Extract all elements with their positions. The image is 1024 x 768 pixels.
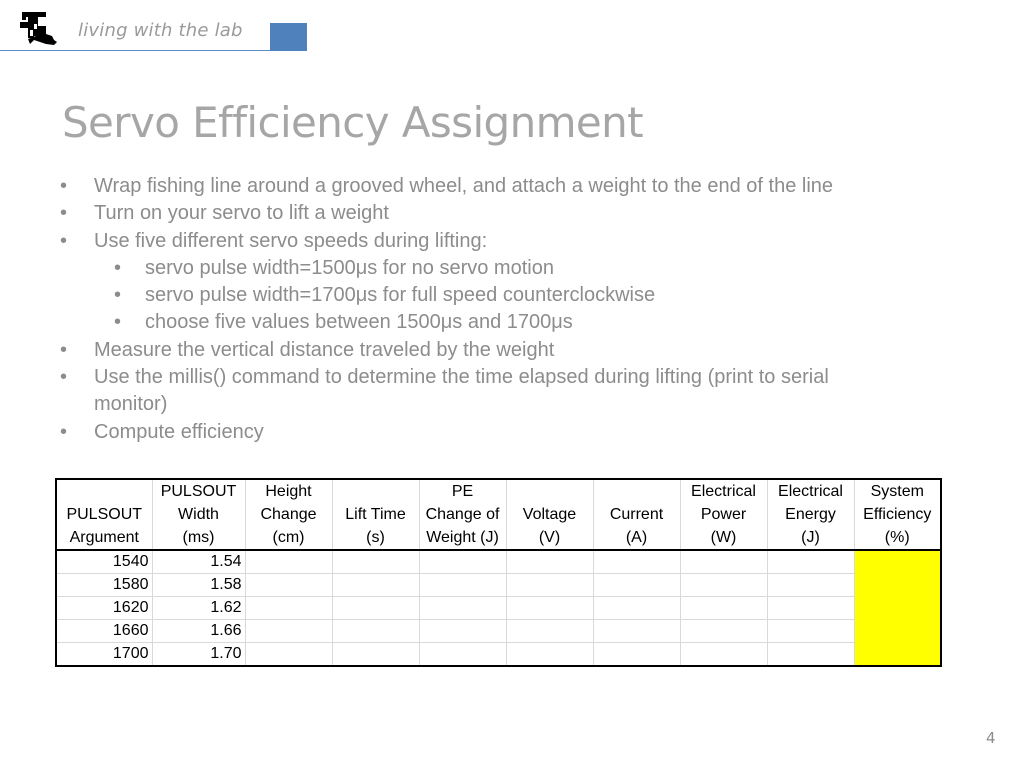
column-header: PULSOUT Width (ms) (152, 479, 245, 550)
table-cell (506, 550, 593, 574)
bullet-text: Measure the vertical distance traveled by the weight (94, 338, 555, 361)
table-cell (593, 643, 680, 667)
slide-title: Servo Efficiency Assignment (62, 98, 644, 147)
table-cell (680, 574, 767, 597)
table-cell (593, 620, 680, 643)
table-cell (767, 574, 854, 597)
efficiency-cell (854, 574, 941, 597)
bullet-item (0, 173, 1024, 200)
bullet-text: Turn on your servo to lift a weight (94, 202, 389, 225)
bullet-text: Use the millis() command to determine the time elapsed during lifting (print to serial (94, 366, 829, 389)
table-cell (419, 550, 506, 574)
bullet-item (0, 200, 1024, 227)
table-cell (419, 643, 506, 667)
table-cell: 1.70 (152, 643, 245, 667)
column-header: Lift Time (s) (332, 479, 419, 550)
table-cell (593, 597, 680, 620)
column-header: PULSOUT Argument (56, 479, 152, 550)
bullet-list (0, 173, 1024, 446)
column-header: Height Change (cm) (245, 479, 332, 550)
column-header: Voltage (V) (506, 479, 593, 550)
table-cell (419, 574, 506, 597)
sub-bullet-item (0, 282, 1024, 309)
table-cell: 1660 (56, 620, 152, 643)
bullet-text: Wrap fishing line around a grooved wheel, and attach a weight to the end of the line (94, 175, 834, 197)
bullet-dot-icon: • (60, 175, 68, 197)
table-cell (506, 574, 593, 597)
table-cell (506, 620, 593, 643)
page-number: 4 (986, 729, 996, 747)
table-cell (245, 620, 332, 643)
table-cell (767, 620, 854, 643)
sub-bullet-item (0, 309, 1024, 336)
table-cell (245, 597, 332, 620)
bullet-dot-icon: • (60, 366, 68, 389)
bullet-dot-icon: • (60, 202, 68, 225)
table-cell: 1700 (56, 643, 152, 667)
table-cell (593, 550, 680, 574)
bullet-text: Compute efficiency (94, 420, 264, 443)
table-cell (767, 643, 854, 667)
table-cell (245, 550, 332, 574)
bullet-dot-icon: • (114, 284, 122, 307)
table-header-row (56, 479, 941, 550)
table-cell (419, 620, 506, 643)
column-header: Electrical Energy (J) (767, 479, 854, 550)
column-header: PE Change of Weight (J) (419, 479, 506, 550)
efficiency-cell (854, 597, 941, 620)
table-row (56, 574, 941, 597)
bullet-dot-icon: • (60, 229, 68, 252)
bullet-item (0, 337, 1024, 364)
sub-bullet-item (0, 255, 1024, 282)
sub-bullet-text: servo pulse width=1700μs for full speed counterclockwise (145, 284, 656, 307)
bullet-dot-icon: • (114, 256, 122, 279)
table-cell (332, 574, 419, 597)
table-cell: 1.66 (152, 620, 245, 643)
table-row (56, 597, 941, 620)
table-cell (506, 597, 593, 620)
column-header: Current (A) (593, 479, 680, 550)
table-row (56, 643, 941, 667)
table-cell (332, 550, 419, 574)
bullet-continuation (0, 391, 1024, 418)
header-divider (0, 50, 307, 51)
table-cell (332, 643, 419, 667)
table-cell (680, 550, 767, 574)
efficiency-cell (854, 550, 941, 574)
table-cell (332, 620, 419, 643)
bullet-dot-icon: • (114, 311, 122, 334)
bullet-dot-icon: • (60, 420, 68, 443)
table-cell (245, 574, 332, 597)
column-header: System Efficiency (%) (854, 479, 941, 550)
table-cell: 1620 (56, 597, 152, 620)
table-cell: 1540 (56, 550, 152, 574)
efficiency-cell (854, 643, 941, 667)
table-cell (767, 597, 854, 620)
table-row (56, 550, 941, 574)
efficiency-table (55, 478, 942, 667)
bullet-dot-icon: • (60, 338, 68, 361)
table-cell (332, 597, 419, 620)
table-cell (767, 550, 854, 574)
table-cell (680, 597, 767, 620)
efficiency-table-container (55, 478, 942, 667)
column-header: Electrical Power (W) (680, 479, 767, 550)
sub-bullet-text: choose five values between 1500μs and 1700μs (145, 311, 573, 334)
table-cell (506, 643, 593, 667)
table-cell (419, 597, 506, 620)
brand-text: living with the lab (78, 20, 243, 41)
bullet-text: monitor) (94, 393, 168, 416)
table-cell: 1.58 (152, 574, 245, 597)
table-row (56, 620, 941, 643)
table-cell (680, 643, 767, 667)
sub-bullet-text: servo pulse width=1500μs for no servo motion (145, 256, 554, 279)
table-cell: 1.62 (152, 597, 245, 620)
logo-mark-icon (20, 12, 57, 45)
table-cell: 1.54 (152, 550, 245, 574)
efficiency-cell (854, 620, 941, 643)
louisiana-tech-logo (16, 8, 58, 48)
table-cell: 1580 (56, 574, 152, 597)
table-cell (245, 643, 332, 667)
bullet-item (0, 419, 1024, 446)
table-cell (680, 620, 767, 643)
table-cell (593, 574, 680, 597)
bullet-item (0, 364, 1024, 391)
bullet-text: Use five different servo speeds during lifting: (94, 229, 488, 252)
bullet-item (0, 228, 1024, 255)
header-accent-box (270, 23, 307, 51)
